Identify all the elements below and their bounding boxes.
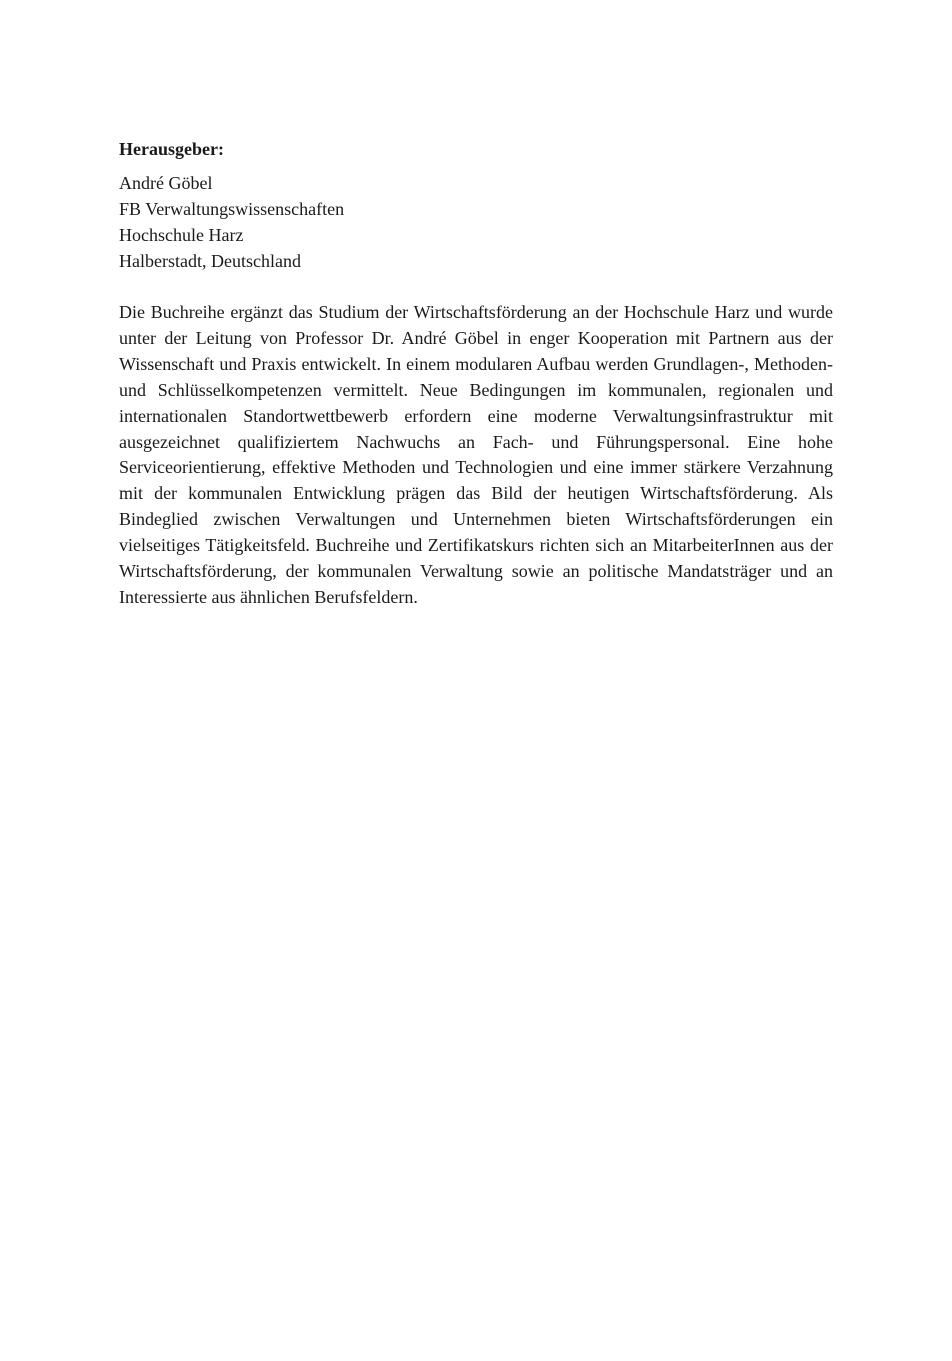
document-page bbox=[119, 136, 833, 611]
series-description: Die Buchreihe ergänzt das Studium der Wirtschaftsförderung an der Hochschule Harz und wurde unter der Leitung von Professor Dr. André Göbel in enger Kooperation mit Partnern aus der Wissenschaft und Praxis entwickelt. In einem modularen Aufbau werden Grundlagen-, Methoden- und Schlüsselkompetenzen vermittelt. Neue Bedingungen im kommunalen, regionalen und internationalen Standortwettbewerb erfordern eine moderne Verwaltungsinfrastruktur mit ausgezeichnet qualifiziertem Nachwuchs an Fach- und Führungspersonal. Eine hohe Serviceorientierung, effektive Methoden und Technologien und eine immer stärkere Verzahnung mit der kommunalen Entwicklung prägen das Bild der heutigen Wirtschaftsförderung. Als Bindeglied zwischen Verwaltungen und Unternehmen bieten Wirtschaftsförderungen ein vielseitiges Tätigkeitsfeld. Buchreihe und Zertifikatskurs richten sich an MitarbeiterInnen aus der Wirtschaftsförderung, der kommunalen Verwaltung sowie an politische Mandatsträger und an Interessierte aus ähnlichen Berufsfeldern. bbox=[119, 302, 833, 607]
editor-info bbox=[119, 136, 833, 274]
editor-institution: Hochschule Harz bbox=[119, 225, 244, 245]
editor-heading: Herausgeber: bbox=[119, 139, 224, 159]
editor-name: André Göbel bbox=[119, 173, 213, 193]
editor-location: Halberstadt, Deutschland bbox=[119, 251, 301, 271]
editor-department: FB Verwaltungswissenschaften bbox=[119, 199, 345, 219]
